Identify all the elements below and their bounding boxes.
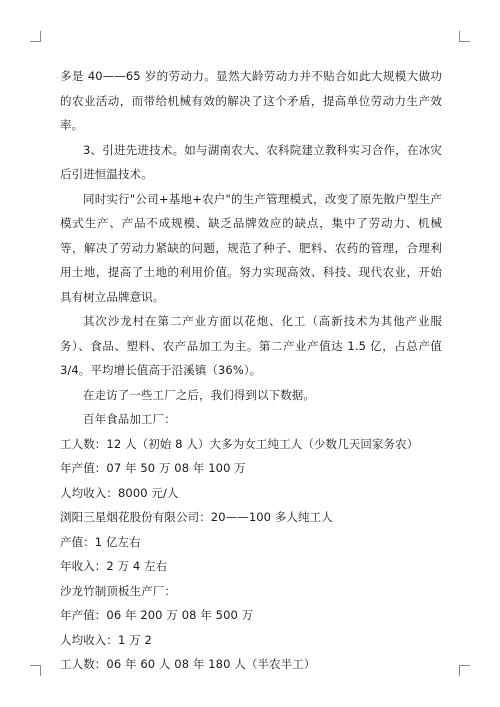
data-line-fireworks-output: 产值：1 亿左右 xyxy=(60,534,141,549)
data-line-food-income: 人均收入：8000 元/人 xyxy=(60,485,179,500)
factory-heading-bamboo: 沙龙竹制顶板生产厂： xyxy=(60,583,176,598)
crop-mark-top-left xyxy=(30,31,41,42)
data-line-bamboo-output: 年产值：06 年 200 万 08 年 500 万 xyxy=(60,608,254,622)
data-line-food-workers: 工人数：12 人（初始 8 人）大多为女工纯工人（少数几天回家务农） xyxy=(60,436,419,451)
paragraph-secondary-industry: 其次沙龙村在第二产业方面以花炮、化工（高新技术为其他产业服务）、食品、塑料、农产品加工为主。第二产业产值达 1.5 亿，占总产值 3/4。平均增长值高于沿溪镇（36%）。 xyxy=(60,314,442,377)
crop-mark-bottom-right xyxy=(459,665,470,676)
paragraph-advanced-technology: 3、引进先进技术。如与湖南农大、农科院建立教科实习合作，在冰灾后引进恒温技术。 xyxy=(60,142,442,181)
data-line-food-output: 年产值：07 年 50 万 08 年 100 万 xyxy=(60,461,246,475)
document-body xyxy=(60,64,442,677)
factory-heading-food: 百年食品加工厂： xyxy=(83,412,176,426)
paragraph-management-model: 同时实行"公司+基地+农户"的生产管理模式，改变了原先散户型生产模式生产、产品不成规模、缺乏品牌效应的缺点，集中了劳动力、机械等，解决了劳动力紧缺的问题，规范了种子、肥料、农药的管理，合理利用土地，提高了土地的利用价值。努力实现高效、科技、现代农业，开始具有树立品牌意识。 xyxy=(60,191,442,304)
paragraph-labor-age: 多是 40——65 岁的劳动力。显然大龄劳动力并不贴合如此大规模大做功的农业活动，而带给机械有效的解决了这个矛盾，提高单位劳动力生产效率。 xyxy=(60,69,442,132)
data-line-bamboo-workers: 工人数：06 年 60 人 08 年 180 人（半农半工） xyxy=(60,657,316,671)
crop-mark-top-right xyxy=(459,31,470,42)
data-line-bamboo-income: 人均收入：1 万 2 xyxy=(60,632,152,647)
data-line-fireworks-income: 年收入：2 万 4 左右 xyxy=(60,559,168,573)
paragraph-factory-visit: 在走访了一些工厂之后，我们得到以下数据。 xyxy=(83,387,315,402)
factory-heading-fireworks: 浏阳三星烟花股份有限公司：20——100 多人纯工人 xyxy=(60,510,333,524)
crop-mark-bottom-left xyxy=(30,665,41,676)
